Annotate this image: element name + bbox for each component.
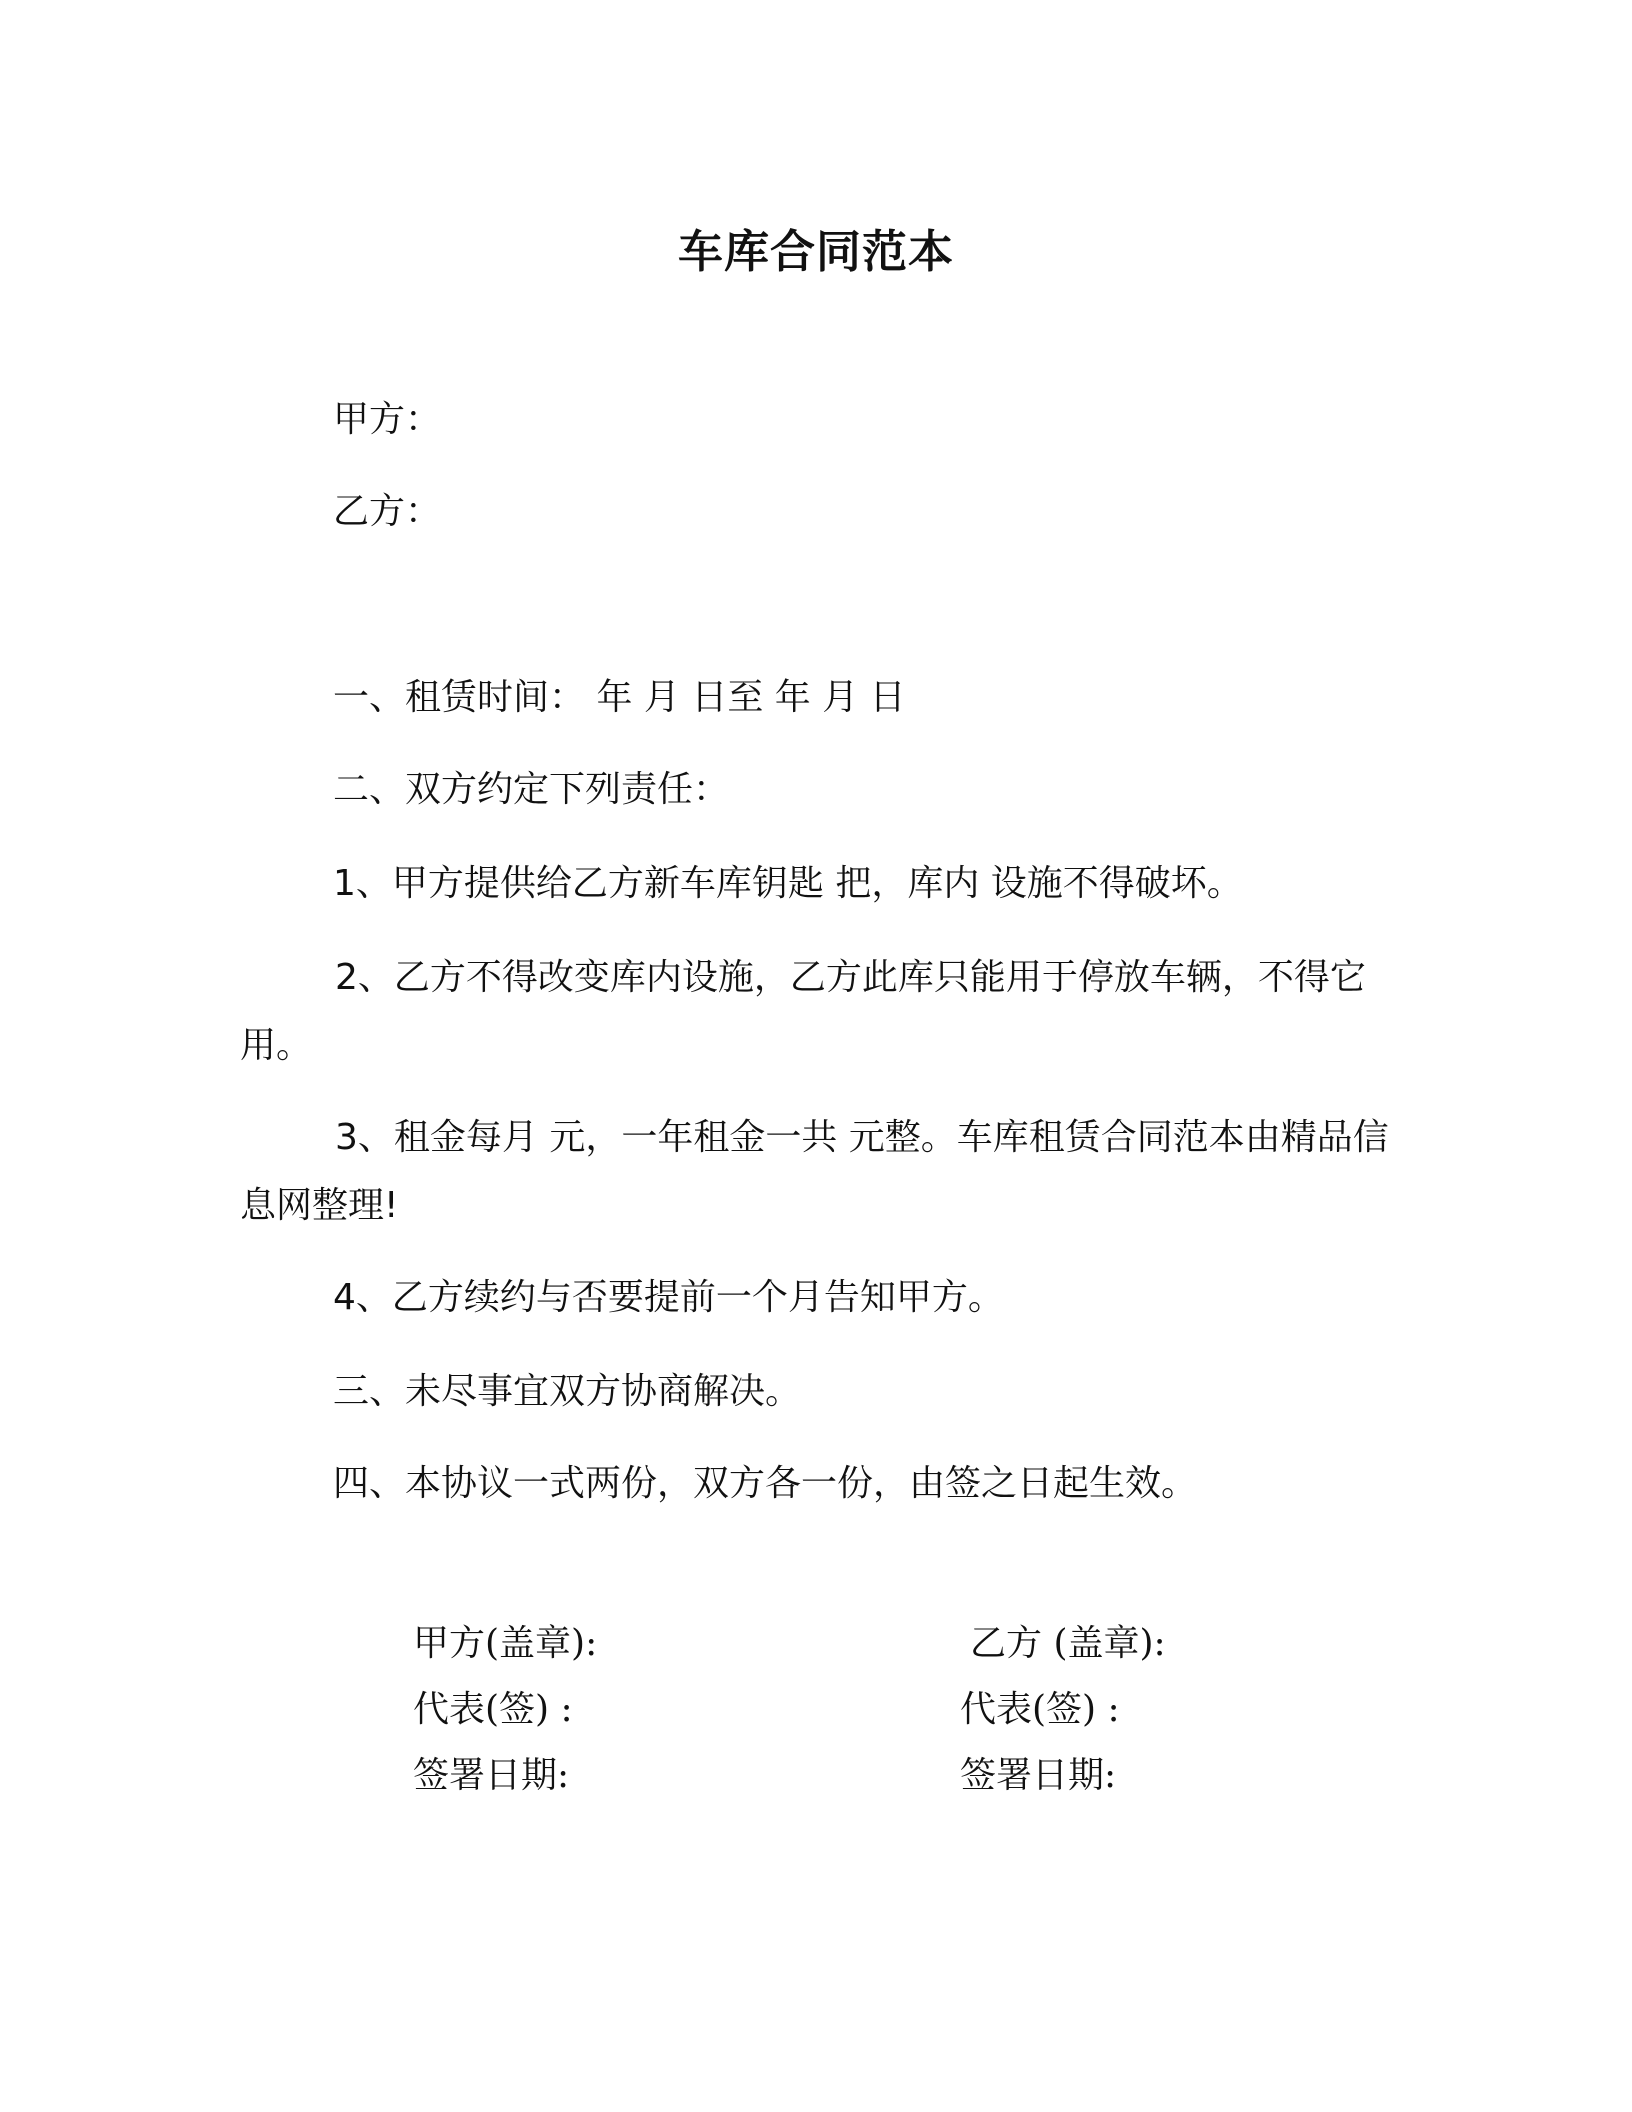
clause-item-2: 2、乙方不得改变库内设施，乙方此库只能用于停放车辆，不得它用。 [240, 957, 1366, 1066]
clause-effectiveness: 四、本协议一式两份，双方各一份，由签之日起生效。 [333, 1463, 1198, 1504]
party-b-seal-label: 乙方 (盖章): [970, 1623, 1166, 1664]
party-a-date-label: 签署日期: [413, 1755, 570, 1796]
party-b-date-label: 签署日期: [960, 1755, 1117, 1796]
party-b-label: 乙方： [333, 491, 442, 532]
clause-lease-period: 一、租赁时间： 年 月 日至 年 月 日 [333, 677, 906, 718]
clause-item-4: 4、乙方续约与否要提前一个月告知甲方。 [333, 1277, 1004, 1318]
clause-item-3: 3、租金每月 元，一年租金一共 元整。车库租赁合同范本由精品信息网整理! [240, 1117, 1389, 1226]
party-a-seal-label: 甲方(盖章): [413, 1623, 598, 1664]
party-a-rep-label: 代表(签) : [413, 1689, 573, 1730]
party-b-rep-label: 代表(签) : [960, 1689, 1120, 1730]
clause-negotiation: 三、未尽事宜双方协商解决。 [333, 1371, 802, 1412]
clause-responsibilities-heading: 二、双方约定下列责任： [333, 769, 730, 810]
party-a-label: 甲方： [333, 399, 442, 440]
document-title: 车库合同范本 [677, 225, 954, 278]
clause-item-1: 1、甲方提供给乙方新车库钥匙 把，库内 设施不得破坏。 [333, 863, 1243, 904]
